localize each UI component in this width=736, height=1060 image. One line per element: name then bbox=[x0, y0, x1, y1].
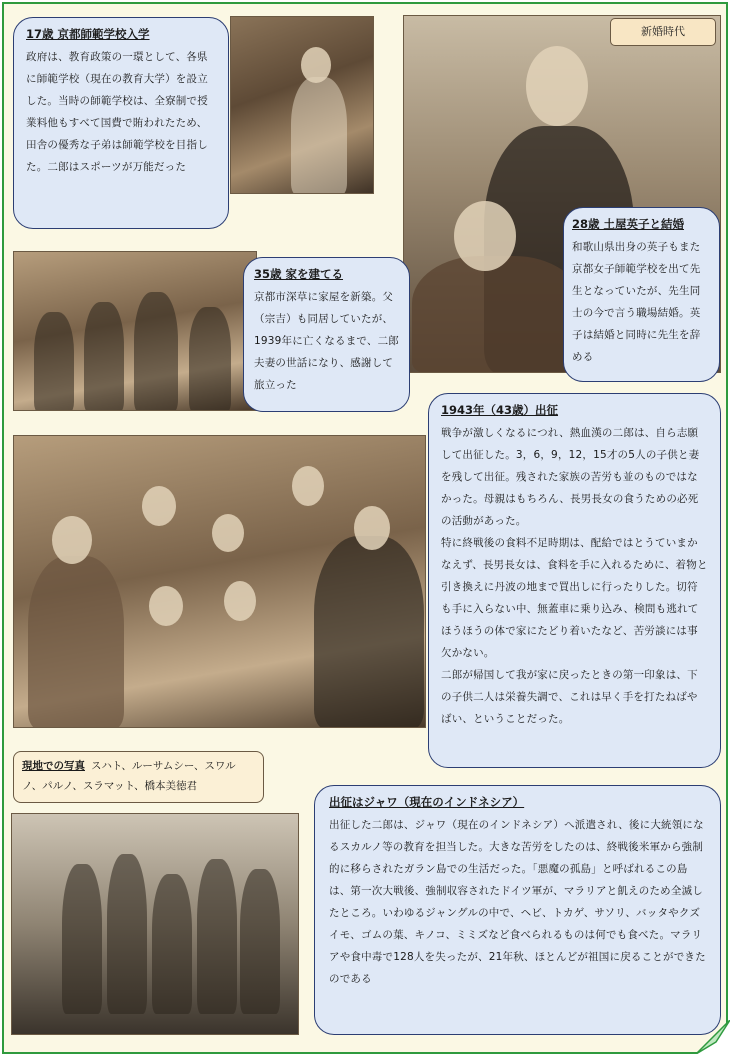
section-kyoto-normal-school bbox=[13, 17, 229, 229]
section-body: 京都市深草に家屋を新築。父（宗吉）も同居していたが、1939年に亡くなるまで、二郎夫妻の世話になり、感謝して旅立った bbox=[254, 291, 400, 391]
section-title: 1943年（43歳）出征 bbox=[441, 403, 559, 417]
section-body-2: 特に終戦後の食料不足時期は、配給ではとうていまかなえず、長男長女は、食料を手に入れるために、着物と引き換えに丹波の地まで買出しに行ったりした。切符も手に入らない中、無蓋車に乗り込み、検問も逃れてほうほうの体で家にたどり着いたなど、苦労談には事欠かない。 bbox=[441, 537, 708, 659]
caption-body: スハト、ルーサムシー、スワルノ、パルノ、スラマット、橋本美徳君 bbox=[22, 760, 236, 792]
photo-figure-bride bbox=[412, 256, 582, 373]
section-body: 戦争が激しくなるにつれ、熱血漢の二郎は、自ら志願して出征した。3，6，9，12，15才の5人の子供と妻を残して出征。残された家族の苦労も並のものではなかった。母親はもちろん、長男長女の食うための必死の活動があった。 bbox=[441, 427, 700, 527]
photo-figure-head bbox=[212, 514, 244, 552]
photo-figure-head bbox=[149, 586, 183, 626]
section-body: 出征した二郎は、ジャワ（現在のインドネシア）へ派遣され、後に大統領になるスカルノ等の教育を担当した。大きな苦労をしたのは、終戦後米軍から強制的に移らされたガラン島での生活だった。「悪魔の孤島」と呼ばれるこの島は、第一次大戦後、強制収容されたドイツ軍が、マラリアと飢えのため全滅したところ。いわゆるジャングルの中で、ヘビ、トカゲ、サソリ、バッタやクズイモ、ゴムの葉、キノコ、ミミズなど食べられるものは何でも食べた。マラリアや食中毒で128人を失ったが、21年秋、ほとんどが祖国に戻ることができたのである bbox=[329, 819, 706, 985]
photo-figure bbox=[240, 869, 280, 1014]
photo-figure bbox=[62, 864, 102, 1014]
photo-figure-head bbox=[52, 516, 92, 564]
photo-family-group bbox=[13, 251, 257, 411]
section-body-3: 二郎が帰国して我が家に戻ったときの第一印象は、下の子供二人は栄養失調で、これは早く手を打たねばやばい、ということだった。 bbox=[441, 669, 698, 725]
photo-soldiers-java bbox=[11, 813, 299, 1035]
photo-figure-groom-head bbox=[526, 46, 588, 126]
section-java bbox=[314, 785, 721, 1035]
photo-figure bbox=[34, 312, 74, 411]
photo-figure-head bbox=[224, 581, 256, 621]
photo-figure bbox=[134, 292, 178, 411]
photo-figure-soldier bbox=[314, 536, 424, 728]
section-title: 17歳 京都師範学校入学 bbox=[26, 27, 150, 41]
section-body: 政府は、教育政策の一環として、各県に師範学校（現在の教育大学）を設立した。当時の師範学校は、全寮制で授業料他もすべて国費で賄われたため、田舎の優秀な子弟は師範学校を目指した。二郎はスポーツが万能だった bbox=[26, 51, 208, 173]
section-departure-1943 bbox=[428, 393, 721, 768]
photo-figure-mother bbox=[28, 556, 124, 728]
photo-figure-head bbox=[142, 486, 176, 526]
caption-title: 現地での写真 bbox=[22, 760, 85, 772]
photo-figure-head bbox=[292, 466, 324, 506]
photo-figure bbox=[197, 859, 237, 1014]
photo-figure bbox=[291, 77, 347, 194]
photo-figure bbox=[152, 874, 192, 1014]
photo-figure bbox=[189, 307, 231, 411]
section-body: 和歌山県出身の英子もまた京都女子師範学校を出て先生となっていたが、先生同士の今で言う職場結婚。英子は結婚と同時に先生を辞める bbox=[572, 241, 701, 363]
photo-figure-head bbox=[301, 47, 331, 83]
section-build-house bbox=[243, 257, 410, 412]
photo-student-with-flag bbox=[230, 16, 374, 194]
section-title: 28歳 土屋英子と結婚 bbox=[572, 217, 685, 231]
photo-figure-bride-head bbox=[454, 201, 516, 271]
section-title: 35歳 家を建てる bbox=[254, 267, 344, 281]
section-marriage bbox=[563, 207, 720, 382]
photo-figure bbox=[107, 854, 147, 1014]
photo-family-with-soldier bbox=[13, 435, 426, 728]
section-title: 出征はジャワ（現在のインドネシア） bbox=[329, 795, 525, 809]
page-curl-icon bbox=[696, 1020, 730, 1054]
photo-figure-head bbox=[354, 506, 390, 550]
photo-tag-newlywed: 新婚時代 bbox=[610, 18, 716, 46]
photo-figure bbox=[84, 302, 124, 411]
local-photo-caption bbox=[13, 751, 264, 803]
